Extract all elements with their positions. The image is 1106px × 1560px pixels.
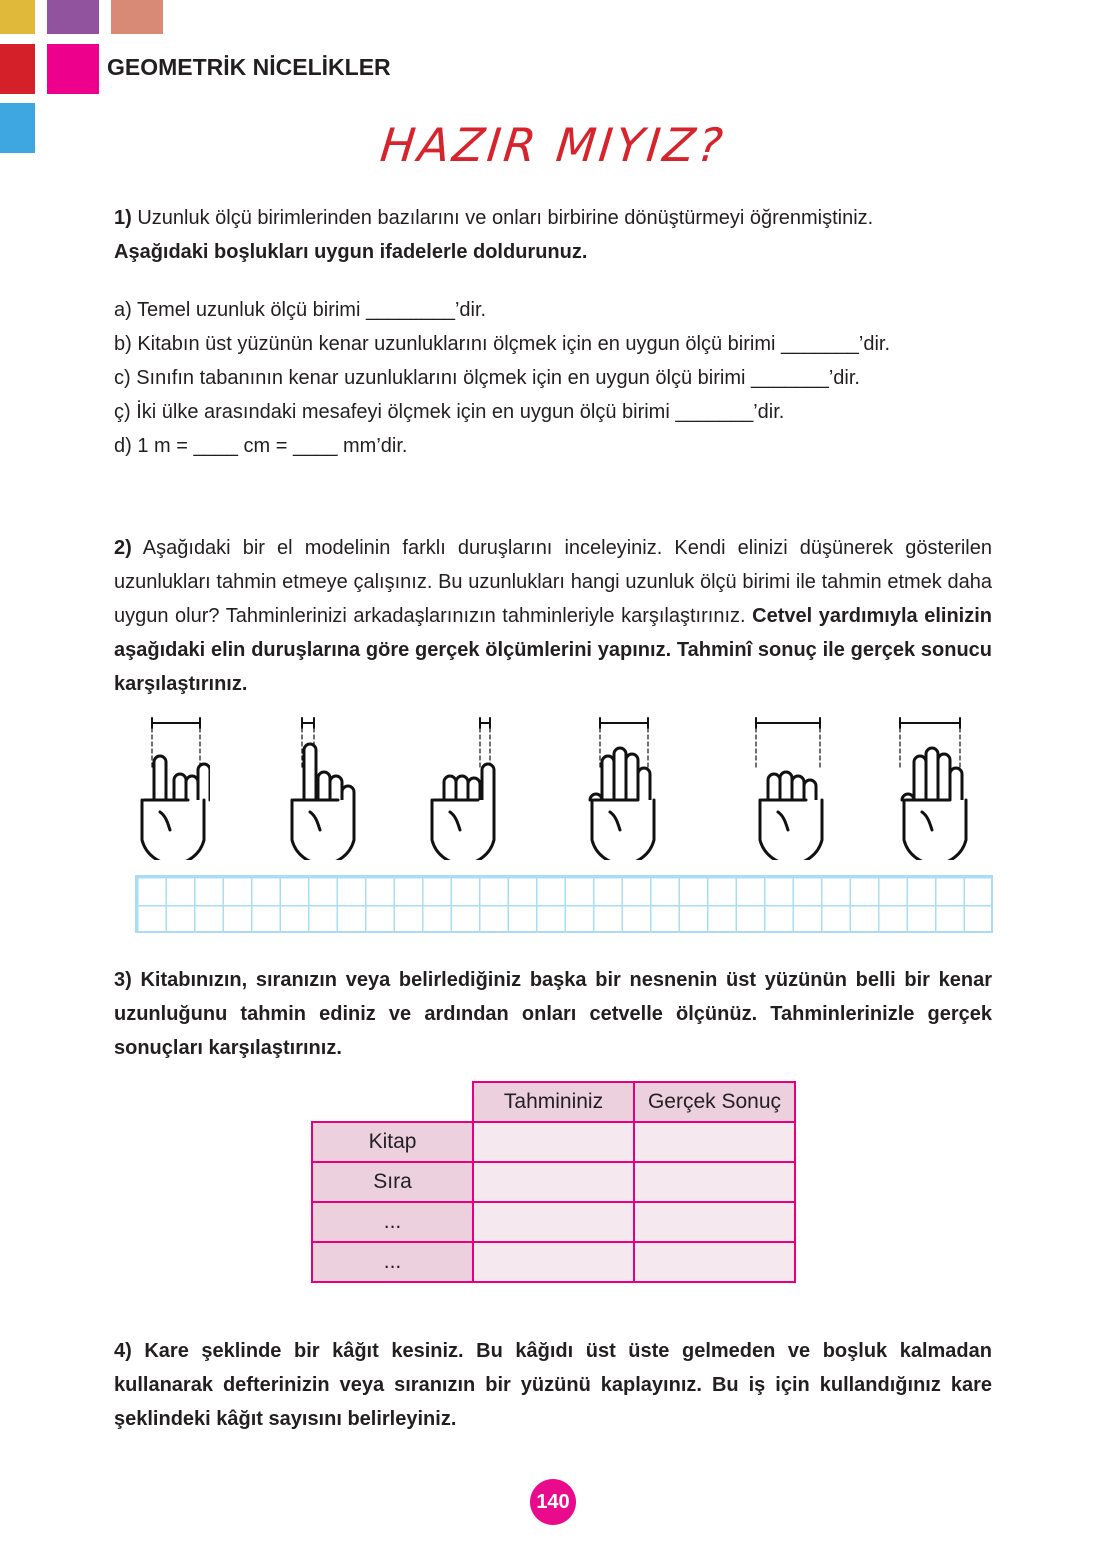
- list-item: ç) İki ülke arasındaki mesafeyi ölçmek için en uygun ölçü birimi _______’dir.: [114, 401, 785, 423]
- table-row: Sıra: [312, 1162, 795, 1202]
- color-square: [111, 0, 163, 34]
- hand-pose-icon: [280, 715, 360, 860]
- hand-pose-icon: [748, 715, 828, 860]
- color-square: [0, 44, 35, 94]
- measurement-table: [311, 1081, 796, 1283]
- column-header: Tahmininiz: [473, 1082, 634, 1122]
- question-4: 4) Kare şeklinde bir kâğıt kesiniz. Bu kâğıdı üst üste gelmeden ve boşluk kalmadan kullanarak defterinizin veya sıranızın bir yüzünü kaplayınız. Bu iş için kullandığınız kare şeklindeki kâğıt sayısını belirleyiniz.: [114, 1340, 992, 1430]
- hand-pose-icon: [892, 715, 972, 860]
- question-1-items: [114, 293, 992, 463]
- page-title: HAZIR MIYIZ?: [377, 118, 729, 172]
- hand-figures: [130, 715, 1000, 860]
- list-item: b) Kitabın üst yüzünün kenar uzunluklarını ölçmek için en uygun ölçü birimi _______’dir.: [114, 333, 890, 355]
- hand-pose-icon: [580, 715, 660, 860]
- list-item: a) Temel uzunluk ölçü birimi ________’dir.: [114, 299, 487, 321]
- list-item: c) Sınıfın tabanının kenar uzunluklarını ölçmek için en uygun ölçü birimi _______’dir.: [114, 367, 860, 389]
- question-2: 2) Aşağıdaki bir el modelinin farklı duruşlarını inceleyiniz. Kendi elinizi düşünerek gösterilen uzunlukları tahmin etmeye çalışınız. Bu uzunlukları hangi uzunluk ölçü birimi ile tahmin etmek daha uygun olur? Tahminlerinizi arkadaşlarınızın tahminleriyle karşılaştırınız. Cetvel yardımıyla elinizin aşağıdaki elin duruşlarına göre gerçek ölçümlerini yapınız. Tahminî sonuç ile gerçek sonucu karşılaştırınız.: [114, 537, 992, 695]
- table-row: ...: [312, 1242, 795, 1282]
- color-square: [47, 0, 99, 34]
- column-header: Gerçek Sonuç: [634, 1082, 795, 1122]
- page-number: 140: [530, 1479, 576, 1525]
- table-row: ...: [312, 1202, 795, 1242]
- color-square: [0, 0, 35, 34]
- table-row: Kitap: [312, 1122, 795, 1162]
- question-3: 3) Kitabınızın, sıranızın veya belirlediğiniz başka bir nesnenin üst yüzünün belli bir kenar uzunluğunu tahmin ediniz ve ardından onları cetvelle ölçünüz. Tahminlerinizle gerçek sonuçları karşılaştırınız.: [114, 969, 992, 1059]
- color-square: [47, 44, 99, 94]
- hand-pose-icon: [130, 715, 210, 860]
- question-1-intro: 1) Uzunluk ölçü birimlerinden bazılarını ve onları birbirine dönüştürmeyi öğrenmiştiniz. Aşağıdaki boşlukları uygun ifadelerle doldurunuz.: [114, 207, 874, 263]
- answer-grid[interactable]: [135, 875, 993, 933]
- hand-pose-icon: [420, 715, 500, 860]
- unit-title: GEOMETRİK NİCELİKLER: [107, 54, 391, 80]
- list-item: d) 1 m = ____ cm = ____ mm’dir.: [114, 435, 408, 457]
